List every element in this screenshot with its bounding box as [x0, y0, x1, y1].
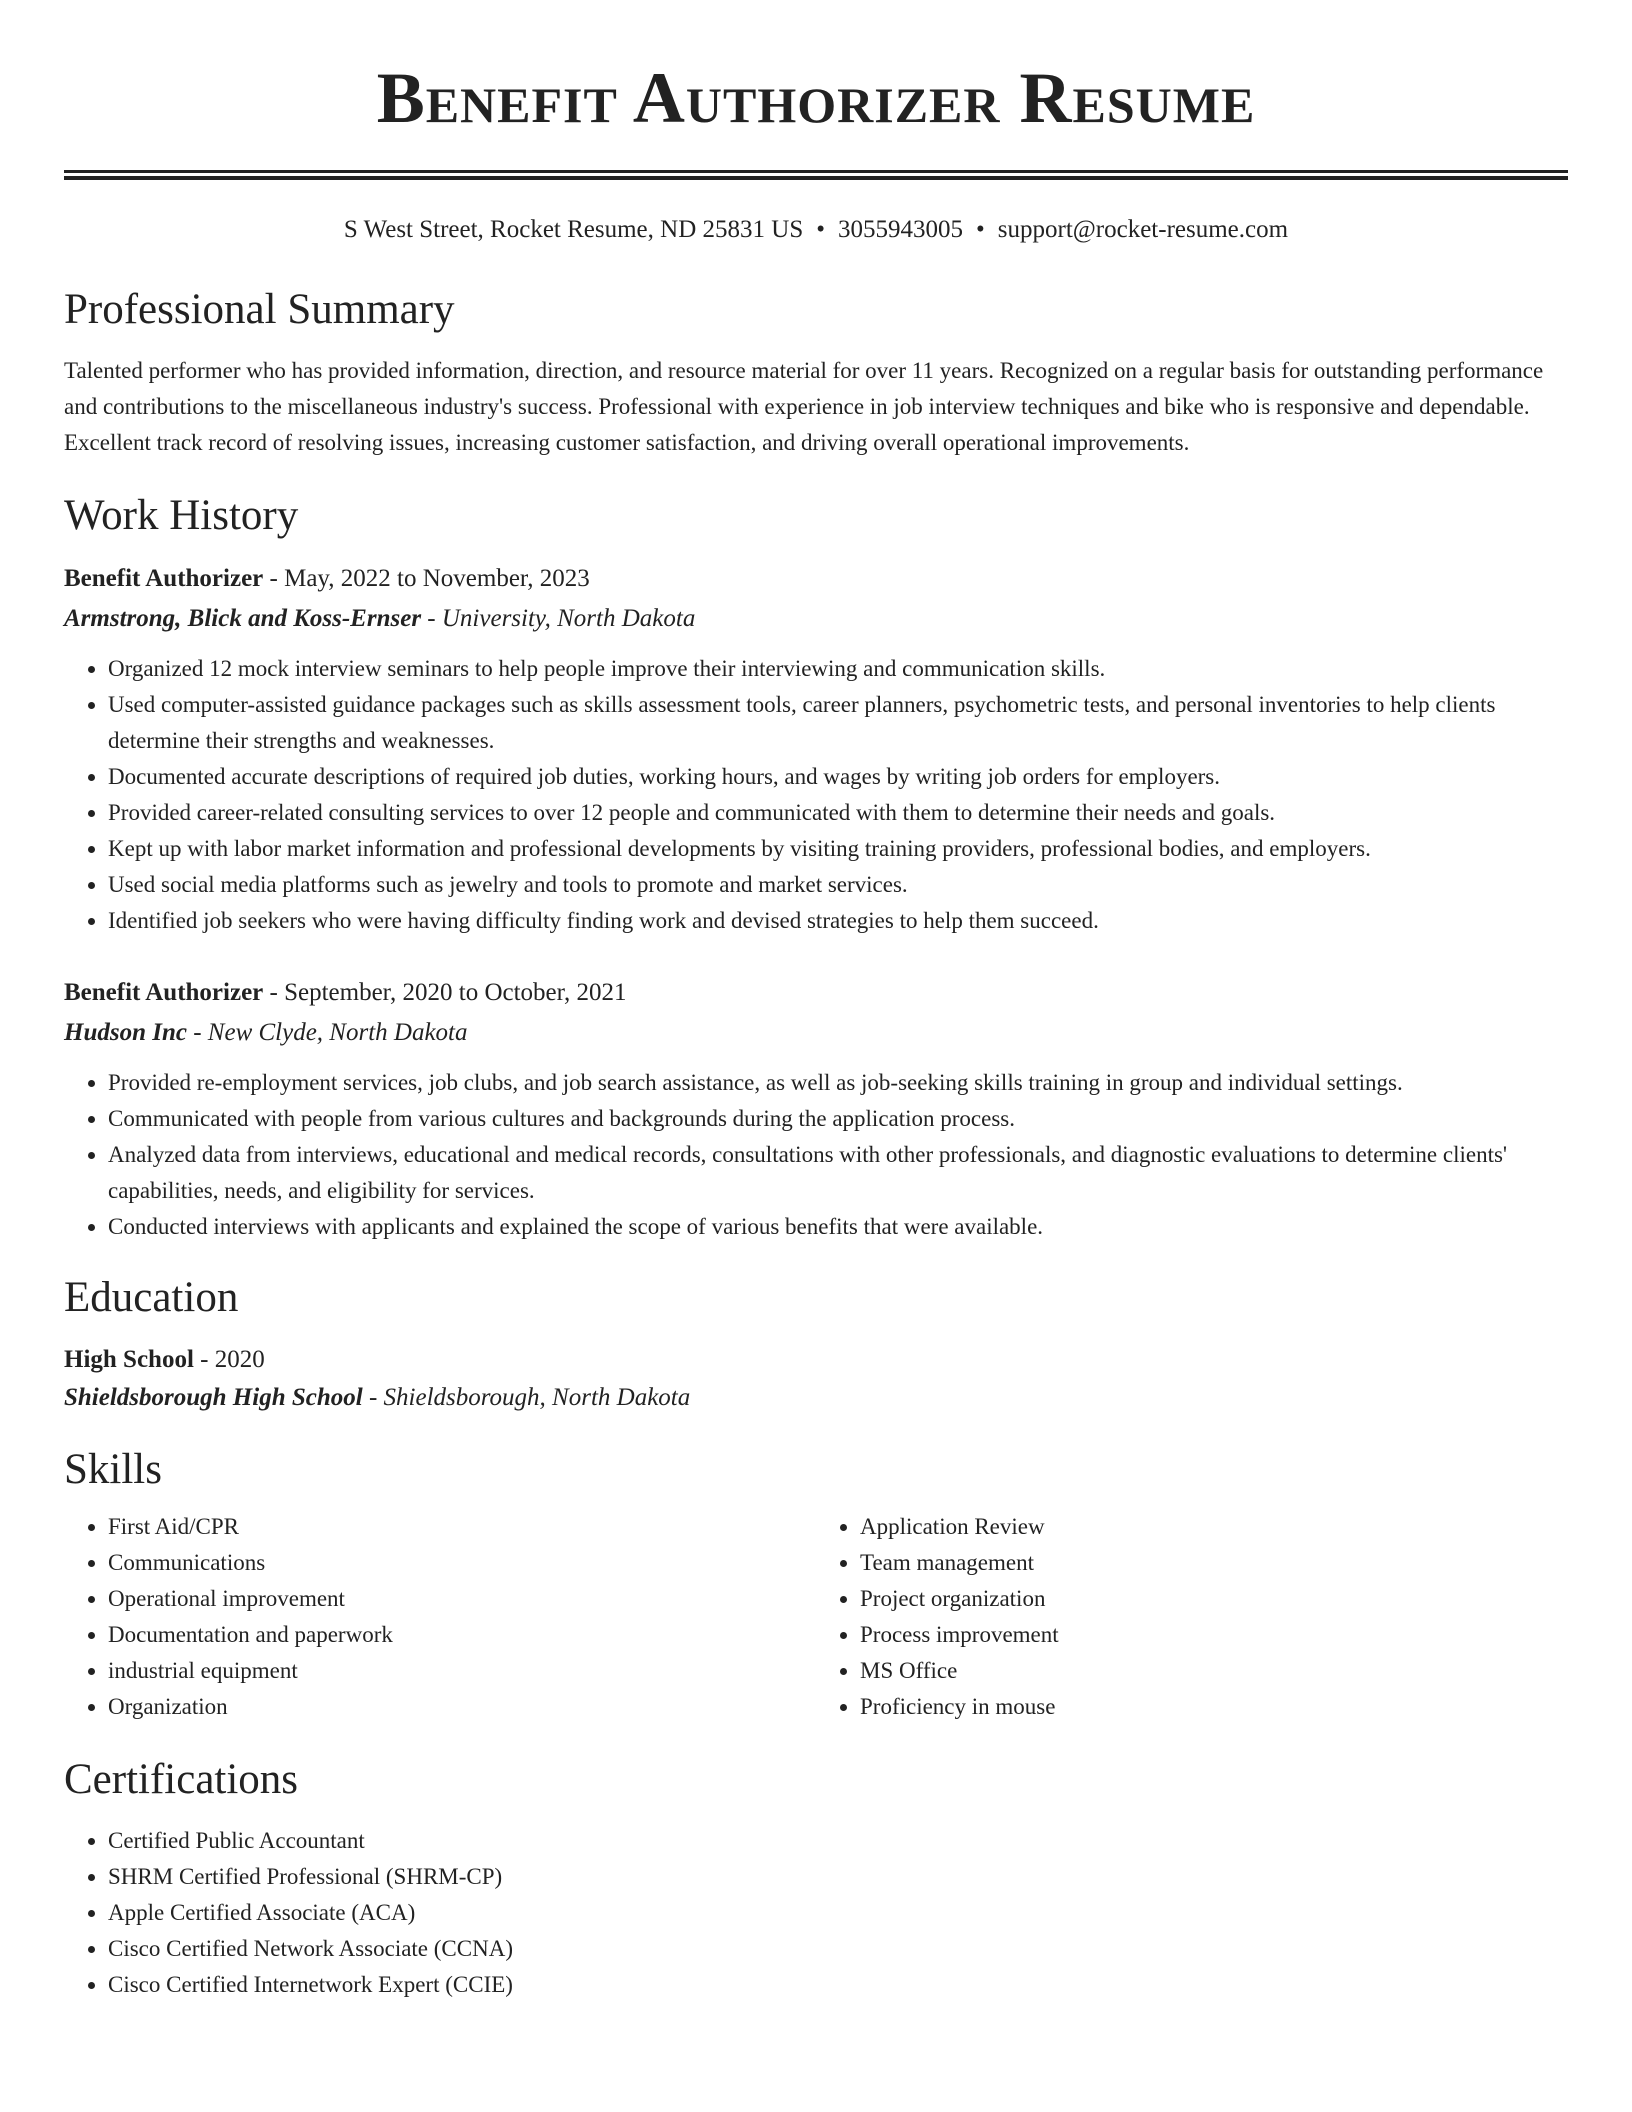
skills-columns	[64, 1509, 1568, 1725]
job-title-line	[64, 559, 1568, 599]
resume-title: Benefit Authorizer Resume	[376, 58, 1256, 138]
job-location: - New Clyde, North Dakota	[186, 1019, 468, 1046]
work-history-heading: Work History	[64, 492, 299, 539]
job-company-line	[64, 599, 1568, 639]
contact-separator: •	[976, 216, 985, 243]
job-dates: - September, 2020 to October, 2021	[263, 979, 627, 1006]
education-entry	[64, 1341, 1568, 1417]
education-degree: High School	[64, 1346, 194, 1373]
certification-item: • Cisco Certified Network Associate (CCNA)	[108, 1931, 1568, 1967]
skills-list-right	[816, 1509, 1568, 1725]
job-bullet: • Communicated with people from various cultures and backgrounds during the application process.	[108, 1101, 1568, 1137]
job-bullet: • Kept up with labor market information and professional developments by visiting training providers, professional bodies, and employers.	[108, 831, 1568, 867]
certifications-heading: Certifications	[64, 1756, 299, 1803]
skills-heading: Skills	[64, 1446, 162, 1493]
job-bullet: • Used computer-assisted guidance packages such as skills assessment tools, career planners, psychometric tests, and personal inventories to help clients determine their strengths and weaknesses.	[108, 687, 1568, 759]
skill-item: • MS Office	[860, 1653, 1568, 1689]
job-bullet: • Organized 12 mock interview seminars to help people improve their interviewing and communication skills.	[108, 651, 1568, 687]
job-title: Benefit Authorizer	[64, 979, 264, 1006]
job-company: Hudson Inc	[64, 1019, 187, 1046]
skill-item: • Project organization	[860, 1581, 1568, 1617]
contact-line	[64, 214, 1568, 246]
contact-phone: 3055943005	[838, 216, 963, 243]
job-bullet: • Analyzed data from interviews, educational and medical records, consultations with other professionals, and diagnostic evaluations to determine clients' capabilities, needs, and eligibility for services.	[108, 1137, 1568, 1209]
skill-item: • Team management	[860, 1545, 1568, 1581]
skill-item: • Proficiency in mouse	[860, 1689, 1568, 1725]
skill-item: • Process improvement	[860, 1617, 1568, 1653]
certification-item: • Certified Public Accountant	[108, 1823, 1568, 1859]
job-bullets	[64, 651, 1568, 939]
job-bullet: • Identified job seekers who were having difficulty finding work and devised strategies to help them succeed.	[108, 903, 1568, 939]
certification-item: • Cisco Certified Internetwork Expert (CCIE)	[108, 1967, 1568, 2003]
job-entry	[64, 973, 1568, 1245]
education-year: - 2020	[193, 1346, 265, 1373]
job-bullets	[64, 1065, 1568, 1245]
skill-item: • First Aid/CPR	[108, 1509, 816, 1545]
job-bullet: • Documented accurate descriptions of required job duties, working hours, and wages by writing job orders for employers.	[108, 759, 1568, 795]
education-degree-line	[64, 1341, 1568, 1379]
education-location: - Shieldsborough, North Dakota	[362, 1384, 691, 1411]
job-title: Benefit Authorizer	[64, 565, 264, 592]
summary-heading: Professional Summary	[64, 286, 455, 333]
skill-item: • Operational improvement	[108, 1581, 816, 1617]
job-company-line	[64, 1013, 1568, 1053]
job-company: Armstrong, Blick and Koss-Ernser	[64, 605, 422, 632]
contact-separator: •	[816, 216, 825, 243]
contact-email: support@rocket-resume.com	[997, 216, 1289, 243]
education-school-line	[64, 1379, 1568, 1417]
certification-item: • SHRM Certified Professional (SHRM-CP)	[108, 1859, 1568, 1895]
job-bullet: • Used social media platforms such as jewelry and tools to promote and market services.	[108, 867, 1568, 903]
certification-item: • Apple Certified Associate (ACA)	[108, 1895, 1568, 1931]
job-entry	[64, 559, 1568, 939]
skill-item: • Organization	[108, 1689, 816, 1725]
job-location: - University, North Dakota	[421, 605, 696, 632]
skills-list-left	[64, 1509, 816, 1725]
certifications-list	[64, 1823, 1568, 2003]
job-bullet: • Conducted interviews with applicants and explained the scope of various benefits that were available.	[108, 1209, 1568, 1245]
skill-item: • Documentation and paperwork	[108, 1617, 816, 1653]
summary-text: Talented performer who has provided information, direction, and resource material for over 11 years. Recognized on a regular basis for outstanding performance and contributions to the miscellaneous industry's success. Professional with experience in job interview techniques and bike who is responsive and dependable. Excellent track record of resolving issues, increasing customer satisfaction, and driving overall operational improvements.	[64, 358, 1544, 455]
job-bullet: • Provided career-related consulting services to over 12 people and communicated with them to determine their needs and goals.	[108, 795, 1568, 831]
contact-address: S West Street, Rocket Resume, ND 25831 US	[343, 216, 804, 243]
job-dates: - May, 2022 to November, 2023	[263, 565, 590, 592]
skill-item: • Communications	[108, 1545, 816, 1581]
skill-item: • Application Review	[860, 1509, 1568, 1545]
skill-item: • industrial equipment	[108, 1653, 816, 1689]
education-school: Shieldsborough High School	[64, 1384, 363, 1411]
job-bullet: • Provided re-employment services, job clubs, and job search assistance, as well as job-seeking skills training in group and individual settings.	[108, 1065, 1568, 1101]
title-divider	[64, 170, 1568, 180]
education-heading: Education	[64, 1274, 239, 1321]
job-title-line	[64, 973, 1568, 1013]
